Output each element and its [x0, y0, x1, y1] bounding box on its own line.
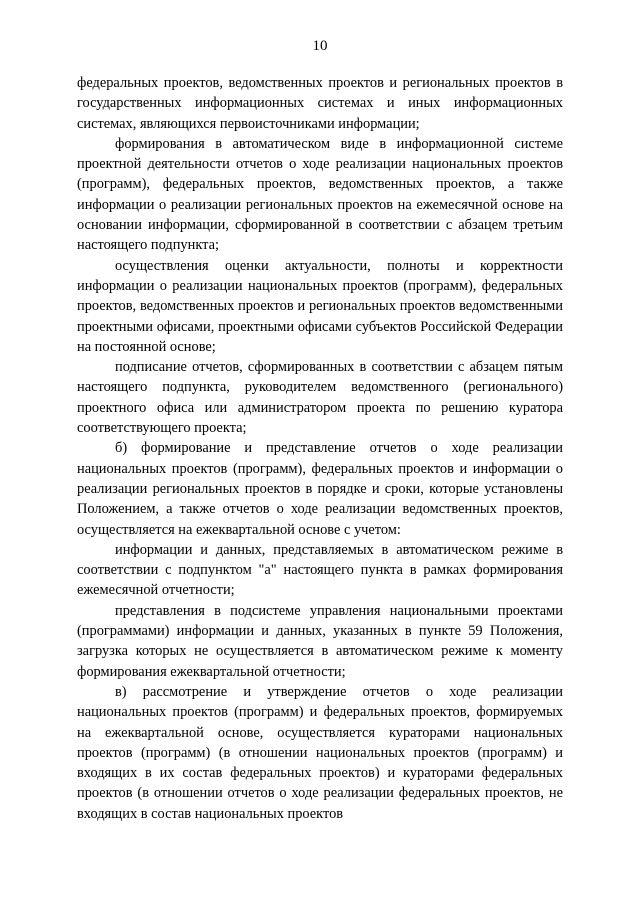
paragraph-5: б) формирование и представление отчетов о ходе реализации национальных проектов (программ), федеральных проектов и информации о реализации региональных проектов в порядке и сроки, которые установлены Положением, а также отчетов о ходе реализации ведомственных проектов, осуществляется на ежеквартальной основе с учетом: [77, 440, 563, 538]
paragraph-7: представления в подсистеме управления национальными проектами (программами) информации и данных, указанных в пункте 59 Положения, загрузка которых не осуществляется в автоматическом режиме к моменту формирования ежеквартальной отчетности; [77, 602, 563, 680]
paragraph-4: подписание отчетов, сформированных в соответствии с абзацем пятым настоящего подпункта, руководителем ведомственного (регионального) проектного офиса или администратором проекта по решению куратора соответствующего проекта; [77, 359, 563, 437]
paragraph-8: в) рассмотрение и утверждение отчетов о ходе реализации национальных проектов (программ) и федеральных проектов, формируемых на ежеквартальной основе, осуществляется кураторами национальных проектов (программ) (в отношении национальных проектов (программ) и входящих в их состав федеральных проектов) и кураторами федеральных проектов (в отношении отчетов о ходе реализации федеральных проектов, не входящих в состав национальных проектов [77, 683, 563, 822]
paragraph-3: осуществления оценки актуальности, полноты и корректности информации о реализации национальных проектов (программ), федеральных проектов, ведомственных проектов и региональных проектов ведомственными проектными офисами, проектными офисами субъектов Российской Федерации на постоянной основе; [77, 257, 563, 355]
page-number: 10 [312, 38, 328, 54]
paragraph-1: федеральных проектов, ведомственных проектов и региональных проектов в государственных информационных системах и иных информационных системах, являющихся первоисточниками информации; [77, 75, 563, 132]
document-body [77, 73, 563, 824]
paragraph-6: информации и данных, представляемых в автоматическом режиме в соответствии с подпунктом "а" настоящего пункта в рамках формирования ежемесячной отчетности; [77, 541, 563, 599]
paragraph-2: формирования в автоматическом виде в информационной системе проектной деятельности отчетов о ходе реализации национальных проектов (программ), федеральных проектов, ведомственных проектов, а также информации о реализации региональных проектов на ежемесячной основе на основании информации, сформированной в соответствии с абзацем третьим настоящего подпункта; [77, 135, 563, 254]
